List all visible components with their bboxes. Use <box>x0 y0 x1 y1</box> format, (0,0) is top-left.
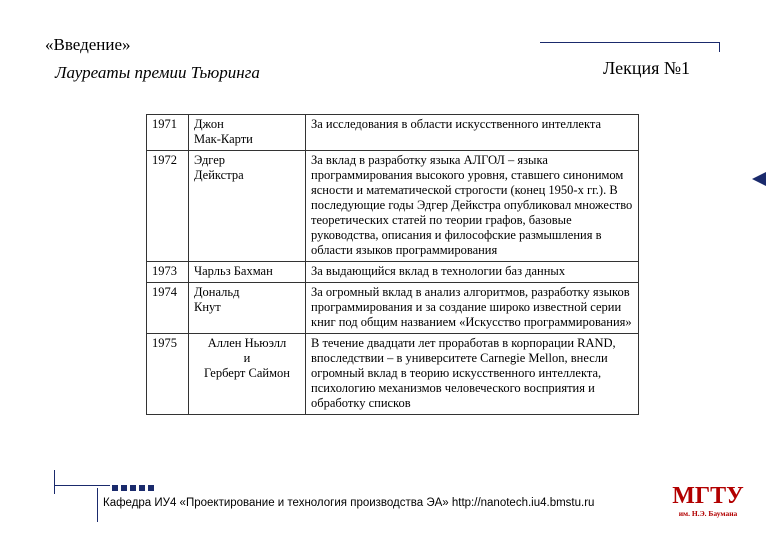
top-rule-tick <box>719 42 720 52</box>
laureate-year: 1975 <box>147 334 189 415</box>
laureate-description: В течение двадцати лет проработав в корпорации RAND, впоследствии – в университете Carnegie Mellon, внесли огромный вклад в теорию искусственного интеллекта, психологию механизмов человеческого восприятия и обработку списков <box>306 334 639 415</box>
laureate-description: За исследования в области искусственного интеллекта <box>306 115 639 151</box>
logo-title: МГТУ <box>672 483 744 509</box>
decor-square <box>148 485 154 491</box>
footer-decor-hline <box>54 485 110 486</box>
slide-subtitle: Лауреаты премии Тьюринга <box>55 63 260 82</box>
laureate-row <box>147 115 639 151</box>
footer-decor-vline <box>54 470 55 494</box>
laureate-row <box>147 151 639 262</box>
decor-square <box>130 485 136 491</box>
laureate-name-line: Чарльз Бахман <box>194 264 273 278</box>
decor-square <box>121 485 127 491</box>
section-title: «Введение» <box>45 35 131 54</box>
logo-subtitle: им. Н.Э. Баумана <box>678 509 738 518</box>
laureate-name <box>189 151 306 262</box>
university-logo <box>668 483 748 519</box>
laureate-name-line: Эдгер <box>194 153 226 167</box>
top-rule <box>540 42 720 43</box>
laureate-name-line: Дональд <box>194 285 240 299</box>
laureate-description: За выдающийся вклад в технологии баз данных <box>306 262 639 283</box>
laureate-name <box>189 334 306 415</box>
laureates-table-body <box>147 115 639 415</box>
laureate-row <box>147 262 639 283</box>
laureate-name-line: Дейкстра <box>194 168 244 182</box>
lecture-label: Лекция №1 <box>603 58 691 78</box>
right-edge-marker <box>752 172 766 186</box>
laureate-name-line: Мак-Карти <box>194 132 253 146</box>
laureate-name-line: Аллен Ньюэлл <box>207 336 287 350</box>
laureate-name-line: Герберт Саймон <box>204 366 290 380</box>
laureate-year: 1973 <box>147 262 189 283</box>
laureate-description: За вклад в разработку языка АЛГОЛ – языка программирования высокого уровня, ставшего синонимом ясности и математической строгости (конец 1950-х гг.). В последующие годы Эдгер Дейкстра опубликовал множество теоретических статей по теории графов, базовые руководства, описания и философские размышления в области языков программирования <box>306 151 639 262</box>
laureate-name <box>189 262 306 283</box>
decor-square <box>139 485 145 491</box>
laureate-year: 1974 <box>147 283 189 334</box>
laureate-name <box>189 115 306 151</box>
footer-divider <box>97 488 98 522</box>
laureate-name-line: Джон <box>194 117 224 131</box>
laureate-name-line: Кнут <box>194 300 221 314</box>
footer-department-text: Кафедра ИУ4 «Проектирование и технология производства ЭА» http://nanotech.iu4.bmstu.ru <box>103 497 595 509</box>
laureate-year: 1971 <box>147 115 189 151</box>
laureate-year: 1972 <box>147 151 189 262</box>
laureate-row <box>147 334 639 415</box>
laureate-name <box>189 283 306 334</box>
laureates-table <box>146 114 639 415</box>
laureate-name-line: и <box>243 351 251 365</box>
footer-decor-squares <box>112 478 157 496</box>
laureate-row <box>147 283 639 334</box>
decor-square <box>112 485 118 491</box>
laureate-description: За огромный вклад в анализ алгоритмов, разработку языков программирования и за создание широко известной серии книг под общим названием «Искусство программирования» <box>306 283 639 334</box>
